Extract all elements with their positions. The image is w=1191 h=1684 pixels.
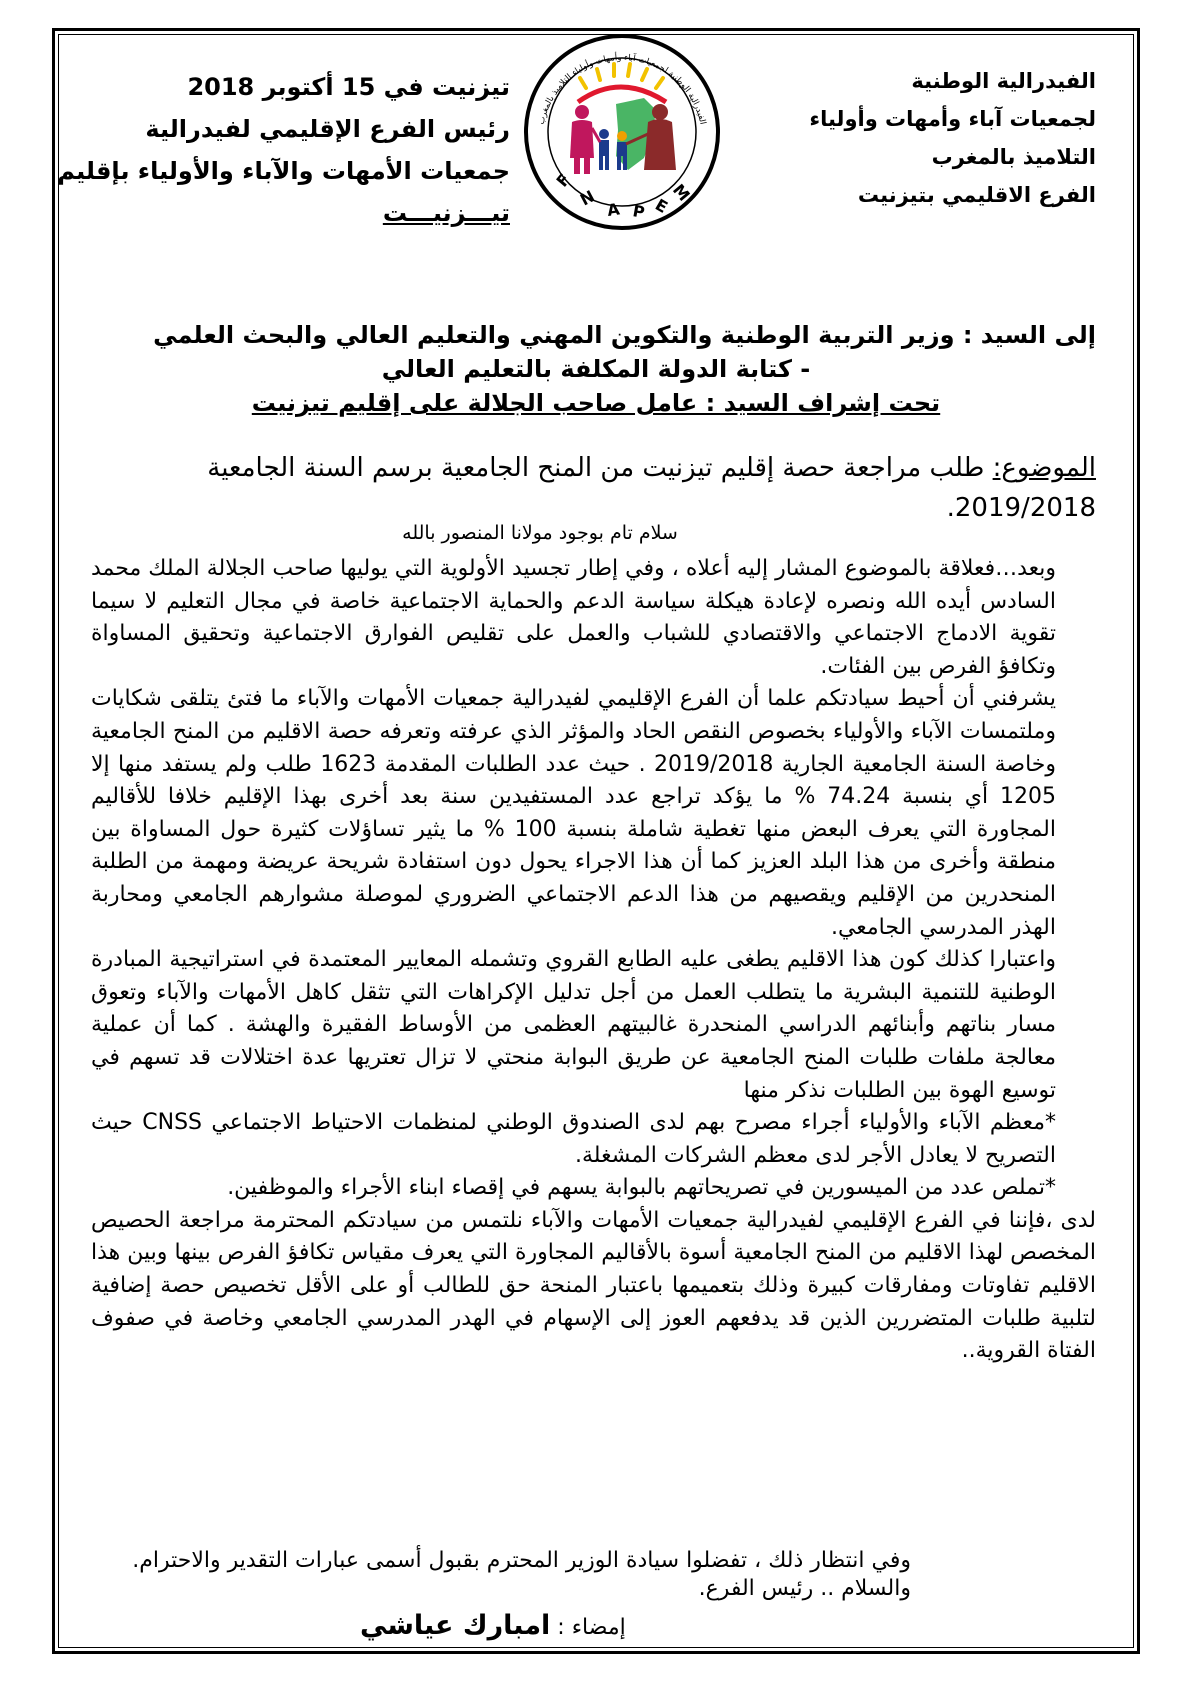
subject-line (146, 448, 1096, 528)
signatory-name: امبارك عياشي (360, 1610, 551, 1641)
sender-signatory (57, 66, 510, 234)
sender-organization (736, 62, 1096, 214)
sender-title-line-1: رئيس الفرع الإقليمي لفيدرالية (145, 115, 510, 143)
org-line-4: الفرع الاقليمي بتيزنيت (857, 183, 1096, 207)
greeting: سلام تام بوجود مولانا المنصور بالله (402, 522, 678, 544)
body-paragraph: واعتبارا كذلك كون هذا الاقليم يطغى عليه الطابع القروي وتشمله المعايير المعتمدة في استراتيجية المبادرة الوطنية للتنمية البشرية ما يتطلب العمل من أجل تدليل الإكراهات التي تثقل كاهل الأمهات والآباء وتعوق مسار بناتهم وأبنائهم الدراسي المنحدرة غالبيتهم العظمى من الأوساط الفقيرة والهشة . كما أن عملية معالجة ملفات طلبات المنح الجامعية عن طريق البوابة منحتي لا تزال تعتريها عدة اختلالات قد تسهم في توسيع الهوة بين الطلبات نذكر منها (91, 947, 1056, 1103)
closing-block (132, 1547, 911, 1603)
letter-body (91, 553, 1096, 1368)
sender-title-line-2: جمعيات الأمهات والآباء والأولياء بإقليم (57, 157, 510, 185)
bullet-item: *معظم الآباء والأولياء أجراء مصرح بهم لدى الصندوق الوطني لمنظمات الاحتياط الاجتماعي CNSS حيث التصريح لا يعادل الأجر لدى معظم الشركات المشغلة. (91, 1110, 1056, 1168)
body-paragraph: يشرفني أن أحيط سيادتكم علما أن الفرع الإقليمي لفيدرالية جمعيات الأمهات والآباء ما فتئ يتلقى شكايات وملتمسات الآباء والأولياء بخصوص النقص الحاد والمؤثر الذي عرفته وتعرفه حصة الاقليم من المنح الجامعية وخاصة السنة الجامعية الجارية 2019/2018 . حيث عدد الطلبات المقدمة 1623 طلب ولم يستفد منها إلا 1205 أي بنسبة 74.24 % ما يؤكد تراجع عدد المستفيدين سنة بعد أخرى بهذا الإقليم خلافا للأقاليم المجاورة التي يعرف البعض منها تغطية شاملة بنسبة 100 % ما يثير تساؤلات كثيرة حول المساواة بين منطقة وأخرى من هذا البلد العزيز كما أن هذا الاجراء يحول دون استفادة شريحة عريضة ومهمة من الطلبة المنحدرين من الإقليم ويقصيهم من هذا الدعم الاجتماعي الضروري لموصلة مشوارهم الجامعي ومحاربة الهذر المدرسي الجامعي. (91, 686, 1056, 940)
body-paragraph: لدى ،فإننا في الفرع الإقليمي لفيدرالية جمعيات الأمهات والآباء نلتمس من سيادتكم المحترمة مراجعة الحصيص المخصص لهذا الاقليم من المنح الجامعية أسوة بالأقاليم المجاورة التي يعرف مقياس تكافؤ الفرص بينها وبين هذا الاقليم تفاوتات ومفارقات كبيرة وذلك بتعميمها باعتبار المنحة حق للطالب أو على الأقل تخصيص حصة إضافية لتلبية طلبات المتضررين الذين قد يدفعهم العوز إلى الإسهام في الهدر المدرسي الجامعي وخاصة في صفوف الفتاة القروية.. (91, 1207, 1096, 1364)
closing-line-2: والسلام .. رئيس الفرع. (698, 1576, 911, 1601)
org-line-1: الفيدرالية الوطنية (911, 69, 1096, 93)
signature (360, 1610, 626, 1641)
body-paragraph: وبعد…فعلاقة بالموضوع المشار إليه أعلاه ، وفي إطار تجسيد الأولوية التي يوليها صاحب الجلالة الملك محمد السادس أيده الله ونصره لإعادة هيكلة سياسة الدعم والحماية الاجتماعية خاصة في مجال التعليم لا سيما تقوية الادماج الاجتماعي والاقتصادي للشباب والعمل على تقليص الفوارق الاجتماعية وتحقيق المساواة وتكافؤ الفرص بين الفئات. (91, 556, 1056, 679)
recipient-line-3: تحت إشراف السيد : عامل صاحب الجلالة على إقليم تيزنيت (251, 389, 941, 417)
logo-arc-text: الفيدرالية الوطنية لجمعيات آباء وأمهات وأولياء التلاميذ بالمغرب (536, 52, 708, 126)
org-line-2: لجمعيات آباء وأمهات وأولياء (809, 107, 1096, 131)
logo-letter-f: F (552, 169, 575, 191)
sender-city: تيـــزنيـــت (382, 199, 510, 227)
org-line-3: التلاميذ بالمغرب (931, 145, 1096, 169)
fnapem-logo (520, 30, 725, 235)
logo-letter-e: E (652, 195, 671, 217)
subject-text: طلب مراجعة حصة إقليم تيزنيت من المنح الجامعية برسم السنة الجامعية 2019/2018. (207, 453, 1096, 523)
recipient-line-2: - كتابة الدولة المكلفة بالتعليم العالي (381, 355, 811, 383)
recipient-line-1: إلى السيد : وزير التربية الوطنية والتكوين المهني والتعليم العالي والبحث العلمي (153, 321, 1096, 349)
signature-label: إمضاء : (550, 1615, 626, 1640)
logo-letter-a: A (605, 199, 621, 220)
logo-letter-m: M (668, 180, 694, 205)
closing-line-1: وفي انتظار ذلك ، تفضلوا سيادة الوزير المحترم بقبول أسمى عبارات التقدير والاحترام. (132, 1548, 911, 1573)
recipient-block (96, 318, 1096, 420)
bullet-item: *تملص عدد من الميسورين في تصريحاتهم بالبوابة يسهم في إقصاء ابناء الأجراء والموظفين. (227, 1175, 1056, 1201)
subject-label: الموضوع: (992, 453, 1096, 483)
logo-letter-p: P (631, 201, 647, 222)
logo-letter-n: N (576, 186, 598, 210)
letter-date: تيزنيت في 15 أكتوبر 2018 (187, 73, 510, 101)
